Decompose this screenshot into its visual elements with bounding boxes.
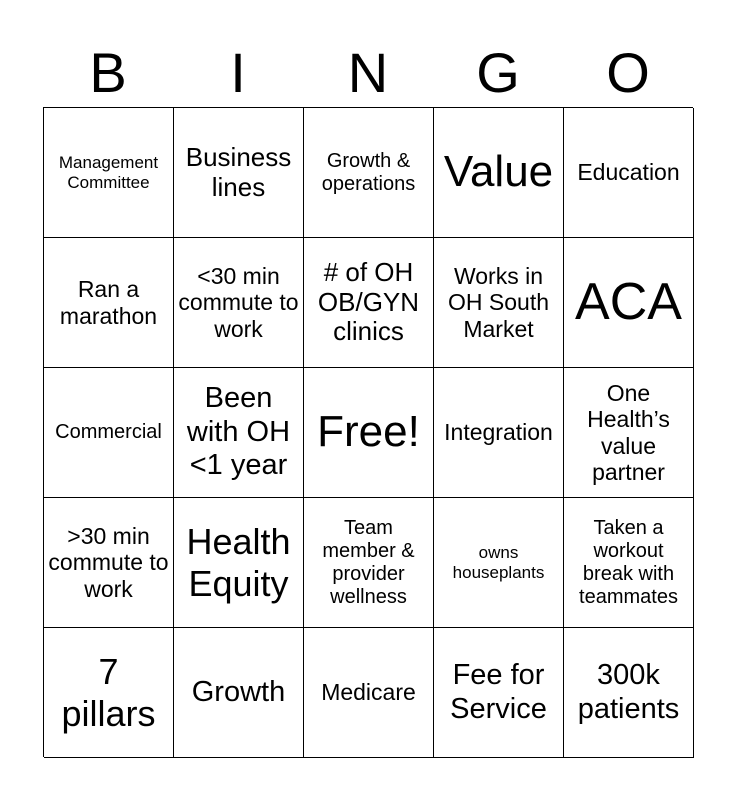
bingo-cell[interactable]	[304, 108, 434, 238]
bingo-cell[interactable]	[434, 238, 564, 368]
bingo-cell[interactable]	[564, 628, 694, 758]
cell-text: 7 pillars	[61, 651, 156, 734]
cell-text: Medicare	[321, 679, 416, 706]
bingo-cell[interactable]	[174, 498, 304, 628]
bingo-cell[interactable]	[44, 238, 174, 368]
cell-text: Health Equity	[186, 521, 291, 604]
bingo-cell[interactable]	[174, 628, 304, 758]
header-letter-g: G	[476, 41, 520, 104]
cell-text: owns houseplants	[452, 542, 545, 582]
bingo-cell[interactable]	[44, 368, 174, 498]
free-space-cell[interactable]	[304, 368, 434, 498]
bingo-cell[interactable]	[434, 108, 564, 238]
bingo-cell[interactable]	[174, 238, 304, 368]
bingo-cell[interactable]	[44, 108, 174, 238]
cell-text: Team member & provider wellness	[322, 516, 415, 608]
bingo-cell[interactable]	[304, 628, 434, 758]
bingo-cell[interactable]	[434, 368, 564, 498]
cell-text: ACA	[575, 272, 682, 331]
cell-text: One Health’s value partner	[587, 379, 670, 485]
bingo-cell[interactable]	[434, 498, 564, 628]
cell-text: Free!	[317, 407, 420, 457]
cell-text: Growth & operations	[321, 149, 416, 195]
cell-text: Fee for Service	[450, 659, 547, 725]
bingo-cell[interactable]	[44, 628, 174, 758]
bingo-cell[interactable]	[564, 108, 694, 238]
cell-text: Value	[443, 147, 554, 197]
bingo-cell[interactable]	[434, 628, 564, 758]
cell-text: Ran a marathon	[59, 276, 158, 329]
cell-text: Integration	[444, 419, 553, 446]
bingo-cell[interactable]	[44, 498, 174, 628]
bingo-cell[interactable]	[564, 368, 694, 498]
bingo-cell[interactable]	[304, 498, 434, 628]
bingo-cell[interactable]	[564, 498, 694, 628]
bingo-cell[interactable]	[304, 238, 434, 368]
header-letter-o: O	[606, 41, 650, 104]
cell-text: >30 min commute to work	[48, 522, 169, 602]
header-letter-i: I	[230, 41, 246, 104]
cell-text: Growth	[191, 675, 286, 708]
cell-text: Been with OH <1 year	[186, 382, 291, 482]
cell-text: Management Committee	[58, 152, 159, 192]
cell-text: Works in OH South Market	[448, 262, 549, 342]
bingo-header	[43, 40, 693, 106]
bingo-cell[interactable]	[174, 368, 304, 498]
header-letter-n: N	[347, 41, 389, 104]
cell-text: # of OH OB/GYN clinics	[317, 256, 420, 347]
cell-text: 300k patients	[577, 659, 680, 725]
cell-text: Taken a workout break with teammates	[579, 516, 678, 608]
cell-text: Commercial	[55, 421, 162, 443]
cell-text: Education	[577, 159, 680, 186]
header-letter-b: B	[89, 41, 127, 104]
bingo-board	[43, 107, 693, 757]
bingo-cell[interactable]	[174, 108, 304, 238]
cell-text: Business lines	[185, 141, 292, 202]
bingo-cell[interactable]	[564, 238, 694, 368]
cell-text: <30 min commute to work	[178, 262, 299, 342]
